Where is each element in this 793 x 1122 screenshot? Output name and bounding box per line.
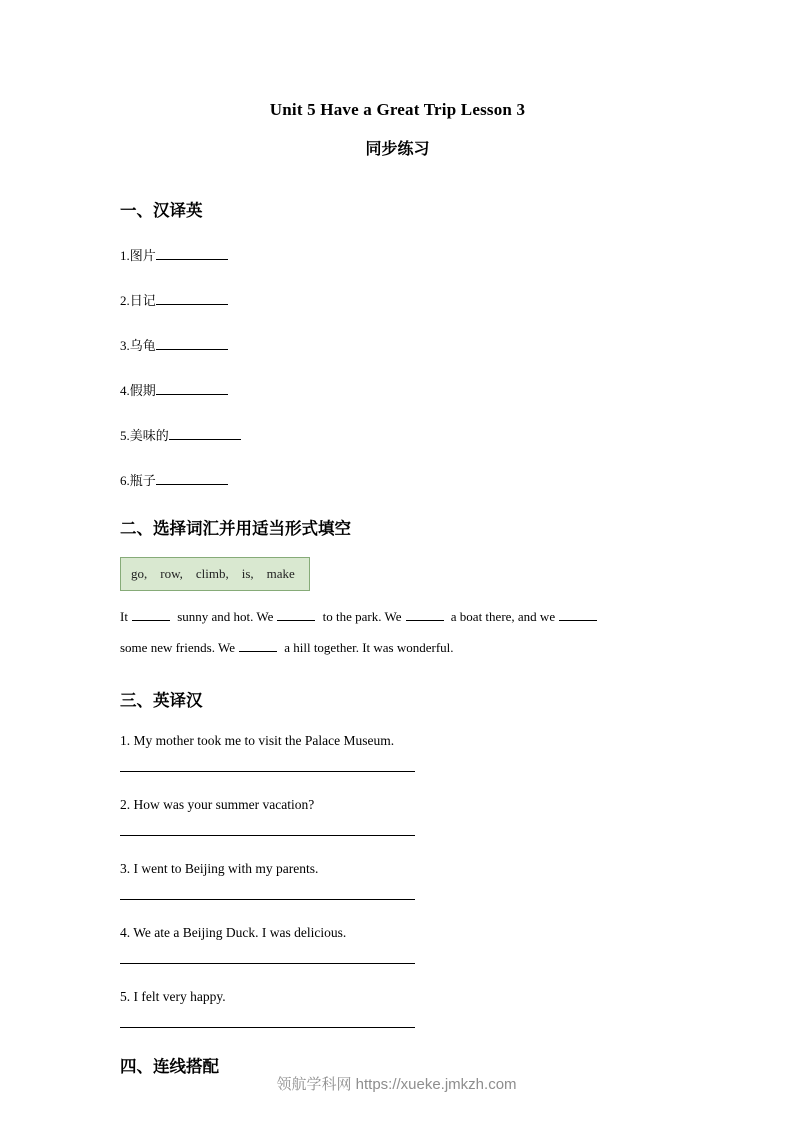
answer-line <box>120 835 415 836</box>
fill-in-passage <box>120 601 675 663</box>
english-sentence: 4. We ate a Beijing Duck. I was delicious. <box>120 925 347 940</box>
list-item <box>120 245 675 264</box>
section-2-heading: 二、选择词汇并用适当形式填空 <box>120 520 351 538</box>
answer-blank <box>156 247 228 260</box>
translation-item <box>120 861 675 900</box>
answer-blank <box>132 608 170 621</box>
answer-line <box>120 899 415 900</box>
answer-blank <box>156 337 228 350</box>
section-3-heading: 三、英译汉 <box>120 692 203 710</box>
item-label: 3.乌龟 <box>120 338 156 353</box>
translation-item <box>120 797 675 836</box>
answer-blank <box>156 292 228 305</box>
translation-item <box>120 733 675 772</box>
list-item <box>120 335 675 354</box>
answer-line <box>120 963 415 964</box>
answer-blank <box>156 382 228 395</box>
section-1-heading: 一、汉译英 <box>120 202 203 220</box>
english-sentence: 2. How was your summer vacation? <box>120 797 315 812</box>
english-sentence: 1. My mother took me to visit the Palace Museum. <box>120 733 395 748</box>
item-label: 5.美味的 <box>120 428 169 443</box>
answer-blank <box>559 608 597 621</box>
item-label: 6.瓶子 <box>120 473 156 488</box>
site-watermark: 领航学科网 https://xueke.jmkzh.com <box>276 1076 517 1093</box>
passage-segment: some new friends. We <box>120 640 235 655</box>
item-label: 1.图片 <box>120 248 156 263</box>
section-4-heading: 四、连线搭配 <box>120 1058 219 1076</box>
answer-blank <box>406 608 444 621</box>
passage-segment: a hill together. It was wonderful. <box>284 640 454 655</box>
english-sentence: 5. I felt very happy. <box>120 989 226 1004</box>
item-label: 2.日记 <box>120 293 156 308</box>
translation-item <box>120 925 675 964</box>
list-item <box>120 470 675 489</box>
word-bank-box: go, row, climb, is, make <box>120 557 310 591</box>
answer-blank <box>239 639 277 652</box>
translation-item <box>120 989 675 1028</box>
document-subtitle: 同步练习 <box>365 141 430 158</box>
answer-blank <box>169 427 241 440</box>
passage-segment: sunny and hot. We <box>177 609 274 624</box>
list-item <box>120 380 675 399</box>
answer-blank <box>156 472 228 485</box>
passage-segment: a boat there, and we <box>450 609 556 624</box>
passage-segment: to the park. We <box>322 609 402 624</box>
chinese-to-english-list <box>120 245 675 489</box>
english-sentence: 3. I went to Beijing with my parents. <box>120 861 319 876</box>
list-item <box>120 290 675 309</box>
list-item <box>120 425 675 444</box>
passage-segment: It <box>120 609 128 624</box>
item-label: 4.假期 <box>120 383 156 398</box>
answer-line <box>120 1027 415 1028</box>
answer-line <box>120 771 415 772</box>
document-title: Unit 5 Have a Great Trip Lesson 3 <box>269 100 526 119</box>
answer-blank <box>277 608 315 621</box>
